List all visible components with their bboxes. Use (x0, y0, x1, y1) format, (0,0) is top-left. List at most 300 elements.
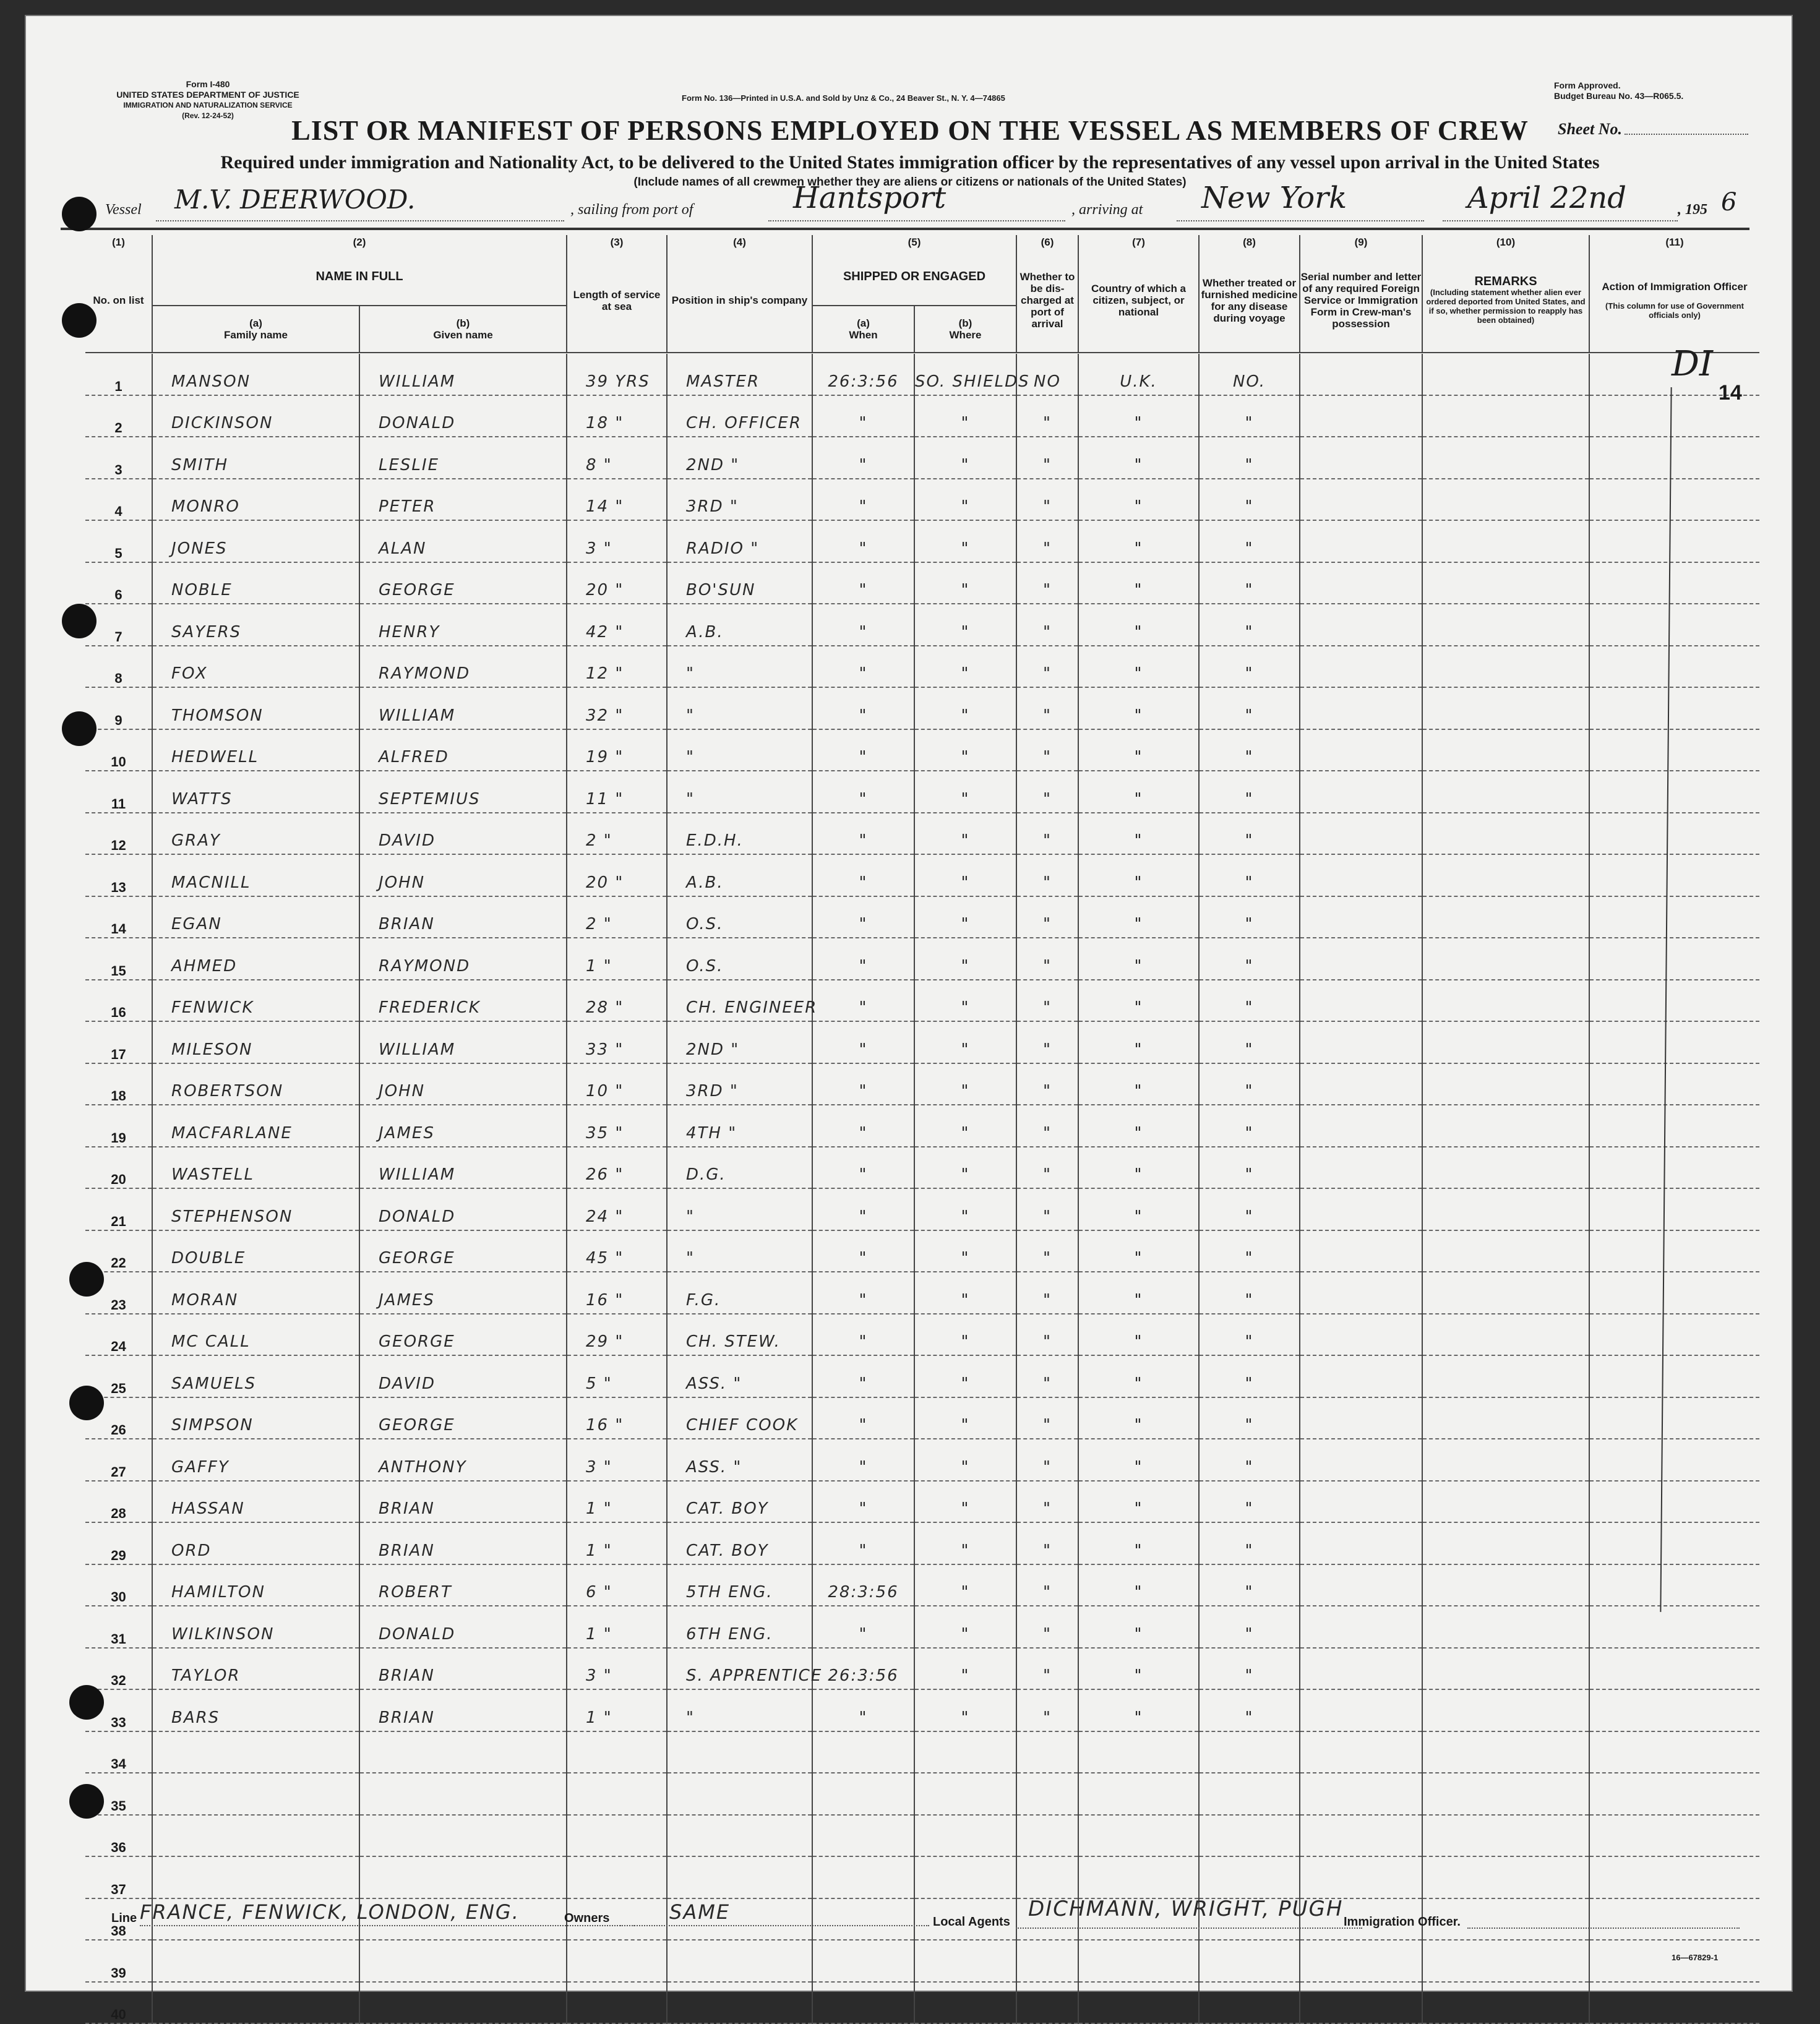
sailing-underline (768, 220, 1065, 221)
form-code: 16—67829-1 (1672, 1953, 1719, 1962)
cell-row-number: 8 (85, 646, 152, 688)
cell-row-number: 10 (85, 729, 152, 771)
cell-serial-number (1300, 771, 1422, 813)
cell-serial-number (1300, 1439, 1422, 1481)
cell-position: CAT. BOY (667, 1522, 812, 1564)
cell-remarks (1422, 854, 1589, 896)
cell-action (1589, 1021, 1759, 1063)
cell-position: " (667, 771, 812, 813)
cell-serial-number (1300, 1815, 1422, 1857)
col-family-name (152, 306, 359, 353)
form-number: Form I-480 (186, 79, 230, 89)
cell-action (1589, 1147, 1759, 1189)
cell-family-name: MACNILL (152, 854, 359, 896)
cell-serial-number (1300, 854, 1422, 896)
cell-given-name: BRIAN (359, 1648, 567, 1690)
cell-country: " (1078, 1021, 1199, 1063)
cell-country (1078, 1856, 1199, 1898)
family-sub: (a) (249, 317, 262, 329)
cell-remarks (1422, 1689, 1589, 1731)
arrival-date: April 22nd (1467, 181, 1627, 215)
cell-action (1589, 938, 1759, 980)
cell-given-name: GEORGE (359, 562, 567, 604)
cell-discharged: " (1016, 604, 1078, 646)
cell-discharged: " (1016, 1564, 1078, 1606)
cell-length-of-service: 5 " (567, 1355, 667, 1397)
cell-row-number: 39 (85, 1940, 152, 1982)
cell-family-name: SAYERS (152, 604, 359, 646)
punch-hole (62, 197, 97, 231)
cell-row-number: 35 (85, 1773, 152, 1815)
cell-row-number: 28 (85, 1481, 152, 1523)
action-note: (This column for use of Government officials only) (1605, 301, 1744, 320)
cell-length-of-service (567, 1982, 667, 2024)
cell-shipped-where: " (914, 1689, 1016, 1731)
cell-remarks (1422, 1230, 1589, 1272)
cell-shipped-where: " (914, 1021, 1016, 1063)
cell-shipped-where: " (914, 1522, 1016, 1564)
cell-country: " (1078, 562, 1199, 604)
cell-serial-number (1300, 1230, 1422, 1272)
cell-length-of-service: 18 " (567, 395, 667, 437)
top-rule (61, 228, 1749, 230)
cell-shipped-where: " (914, 1355, 1016, 1397)
cell-shipped-when (812, 1773, 914, 1815)
crew-row (85, 1355, 1759, 1397)
crew-row (85, 1439, 1759, 1481)
cell-serial-number (1300, 687, 1422, 729)
cell-action (1589, 813, 1759, 855)
cell-length-of-service: 45 " (567, 1230, 667, 1272)
cell-shipped-when: " (812, 938, 914, 980)
col9-number: (9) (1300, 235, 1422, 249)
cell-length-of-service: 35 " (567, 1105, 667, 1147)
cell-discharged (1016, 1773, 1078, 1815)
cell-length-of-service (567, 1773, 667, 1815)
cell-discharged: " (1016, 1230, 1078, 1272)
cell-discharged: " (1016, 1355, 1078, 1397)
cell-length-of-service: 20 " (567, 854, 667, 896)
cell-shipped-where: " (914, 1481, 1016, 1523)
cell-position: 2ND " (667, 1021, 812, 1063)
punch-hole (69, 1685, 104, 1720)
cell-row-number: 16 (85, 980, 152, 1022)
cell-shipped-where: " (914, 1188, 1016, 1230)
cell-serial-number (1300, 520, 1422, 562)
officer-label: Immigration Officer. (1344, 1915, 1461, 1929)
cell-position: ASS. " (667, 1355, 812, 1397)
crew-row (85, 395, 1759, 437)
cell-row-number: 34 (85, 1731, 152, 1773)
cell-discharged: " (1016, 687, 1078, 729)
col4-number: (4) (667, 235, 812, 249)
cell-shipped-when (812, 1856, 914, 1898)
cell-medicine: " (1199, 1439, 1300, 1481)
cell-serial-number (1300, 1648, 1422, 1690)
cell-discharged: " (1016, 1439, 1078, 1481)
cell-row-number: 24 (85, 1314, 152, 1356)
cell-row-number: 7 (85, 604, 152, 646)
cell-length-of-service: 42 " (567, 604, 667, 646)
punch-hole (62, 303, 97, 338)
cell-action (1589, 1522, 1759, 1564)
cell-country: " (1078, 854, 1199, 896)
crew-row (85, 771, 1759, 813)
cell-length-of-service: 10 " (567, 1063, 667, 1105)
cell-discharged: " (1016, 1147, 1078, 1189)
cell-shipped-when: " (812, 1230, 914, 1272)
vessel-label: Vessel (105, 202, 142, 218)
cell-family-name: EGAN (152, 896, 359, 938)
cell-medicine: " (1199, 646, 1300, 688)
cell-remarks (1422, 1105, 1589, 1147)
cell-position: E.D.H. (667, 813, 812, 855)
cell-action (1589, 1773, 1759, 1815)
crew-row (85, 520, 1759, 562)
cell-position: S. APPRENTICE (667, 1648, 812, 1690)
cell-shipped-when: " (812, 395, 914, 437)
cell-country: " (1078, 1439, 1199, 1481)
cell-shipped-when: " (812, 1021, 914, 1063)
cell-medicine: " (1199, 1648, 1300, 1690)
cell-shipped-where: " (914, 1439, 1016, 1481)
arriving-port: New York (1201, 181, 1347, 215)
cell-remarks (1422, 1606, 1589, 1648)
cell-action (1589, 1355, 1759, 1397)
cell-family-name: AHMED (152, 938, 359, 980)
cell-position: CH. ENGINEER (667, 980, 812, 1022)
cell-country (1078, 1773, 1199, 1815)
cell-given-name: ALFRED (359, 729, 567, 771)
cell-medicine: " (1199, 813, 1300, 855)
cell-family-name: MONRO (152, 479, 359, 521)
crew-row (85, 729, 1759, 771)
cell-action (1589, 1856, 1759, 1898)
cell-action (1589, 1397, 1759, 1439)
cell-shipped-where: " (914, 687, 1016, 729)
department: UNITED STATES DEPARTMENT OF JUSTICE (116, 90, 299, 100)
cell-shipped-when (812, 1731, 914, 1773)
owners-underline (620, 1925, 929, 1926)
crew-row (85, 1648, 1759, 1690)
cell-length-of-service: 3 " (567, 1648, 667, 1690)
cell-family-name (152, 1940, 359, 1982)
cell-discharged: " (1016, 854, 1078, 896)
cell-country: " (1078, 1272, 1199, 1314)
cell-remarks (1422, 1773, 1589, 1815)
cell-given-name: ALAN (359, 520, 567, 562)
cell-given-name: RAYMOND (359, 938, 567, 980)
cell-given-name (359, 1815, 567, 1857)
cell-shipped-where: " (914, 1606, 1016, 1648)
cell-given-name: ROBERT (359, 1564, 567, 1606)
cell-row-number: 18 (85, 1063, 152, 1105)
cell-family-name (152, 1731, 359, 1773)
cell-medicine: " (1199, 395, 1300, 437)
sheet-number-line (1625, 134, 1748, 135)
cell-action (1589, 729, 1759, 771)
crew-row (85, 854, 1759, 896)
cell-medicine (1199, 1731, 1300, 1773)
cell-country: " (1078, 1481, 1199, 1523)
col2-number: (2) (152, 235, 567, 249)
cell-shipped-when: " (812, 604, 914, 646)
cell-family-name: HASSAN (152, 1481, 359, 1523)
cell-country: " (1078, 771, 1199, 813)
cell-length-of-service: 39 YRS (567, 354, 667, 395)
cell-remarks (1422, 771, 1589, 813)
cell-serial-number (1300, 1355, 1422, 1397)
cell-serial-number (1300, 980, 1422, 1022)
crew-row (85, 562, 1759, 604)
cell-remarks (1422, 604, 1589, 646)
cell-position: 3RD " (667, 1063, 812, 1105)
cell-shipped-where: " (914, 1648, 1016, 1690)
cell-serial-number (1300, 604, 1422, 646)
cell-country: " (1078, 1564, 1199, 1606)
cell-shipped-when: " (812, 1105, 914, 1147)
cell-country: " (1078, 1522, 1199, 1564)
cell-family-name: NOBLE (152, 562, 359, 604)
cell-family-name: MC CALL (152, 1314, 359, 1356)
cell-length-of-service: 1 " (567, 1606, 667, 1648)
cell-serial-number (1300, 1272, 1422, 1314)
cell-row-number: 12 (85, 813, 152, 855)
cell-shipped-when: " (812, 854, 914, 896)
cell-family-name: THOMSON (152, 687, 359, 729)
col-shipped-engaged: SHIPPED OR ENGAGED (812, 249, 1016, 306)
crew-row (85, 1606, 1759, 1648)
cell-country: " (1078, 687, 1199, 729)
cell-shipped-when: " (812, 1397, 914, 1439)
cell-row-number: 2 (85, 395, 152, 437)
cell-discharged: " (1016, 896, 1078, 938)
cell-length-of-service: 19 " (567, 729, 667, 771)
cell-serial-number (1300, 1773, 1422, 1815)
cell-shipped-when: " (812, 562, 914, 604)
cell-position: " (667, 1689, 812, 1731)
cell-given-name (359, 1856, 567, 1898)
col-position: Position in ship's company (667, 249, 812, 353)
crew-row (85, 1105, 1759, 1147)
cell-medicine: " (1199, 1689, 1300, 1731)
crew-rows (85, 354, 1759, 2023)
cell-serial-number (1300, 1063, 1422, 1105)
cell-family-name: STEPHENSON (152, 1188, 359, 1230)
cell-discharged: " (1016, 1397, 1078, 1439)
col-given-name (359, 306, 567, 353)
cell-discharged (1016, 1982, 1078, 2024)
cell-serial-number (1300, 395, 1422, 437)
cell-row-number: 19 (85, 1105, 152, 1147)
cell-family-name: SIMPSON (152, 1397, 359, 1439)
cell-country (1078, 1982, 1199, 2024)
crew-row (85, 1147, 1759, 1189)
cell-discharged: " (1016, 1689, 1078, 1731)
cell-action (1589, 854, 1759, 896)
cell-serial-number (1300, 1105, 1422, 1147)
cell-shipped-where: " (914, 729, 1016, 771)
cell-row-number: 23 (85, 1272, 152, 1314)
cell-row-number: 9 (85, 687, 152, 729)
cell-remarks (1422, 1522, 1589, 1564)
cell-discharged: " (1016, 1105, 1078, 1147)
cell-medicine: " (1199, 520, 1300, 562)
when-label: When (849, 329, 878, 341)
cell-given-name: RAYMOND (359, 646, 567, 688)
cell-position: CH. OFFICER (667, 395, 812, 437)
cell-shipped-when: " (812, 437, 914, 479)
cell-medicine: " (1199, 604, 1300, 646)
cell-remarks (1422, 1314, 1589, 1356)
cell-given-name: DAVID (359, 813, 567, 855)
cell-position: CH. STEW. (667, 1314, 812, 1356)
cell-row-number: 5 (85, 520, 152, 562)
cell-family-name: WASTELL (152, 1147, 359, 1189)
cell-discharged: " (1016, 1188, 1078, 1230)
cell-row-number: 11 (85, 771, 152, 813)
cell-position: F.G. (667, 1272, 812, 1314)
cell-remarks (1422, 980, 1589, 1022)
cell-serial-number (1300, 1689, 1422, 1731)
cell-discharged: " (1016, 1272, 1078, 1314)
cell-row-number: 6 (85, 562, 152, 604)
crew-row (85, 1314, 1759, 1356)
col-action (1589, 249, 1759, 353)
cell-medicine: " (1199, 1397, 1300, 1439)
cell-action (1589, 896, 1759, 938)
cell-given-name: JAMES (359, 1272, 567, 1314)
cell-given-name: DONALD (359, 395, 567, 437)
cell-given-name: JOHN (359, 854, 567, 896)
cell-given-name: HENRY (359, 604, 567, 646)
given-label: Given name (433, 329, 493, 341)
cell-shipped-when (812, 1815, 914, 1857)
cell-given-name: WILLIAM (359, 1147, 567, 1189)
crew-row (85, 1063, 1759, 1105)
cell-action (1589, 1898, 1759, 1940)
cell-shipped-where: SO. SHIELDS (914, 354, 1016, 395)
crew-row (85, 1689, 1759, 1731)
cell-length-of-service: 1 " (567, 1522, 667, 1564)
crew-row (85, 1856, 1759, 1898)
cell-position (667, 1940, 812, 1982)
cell-medicine: " (1199, 1314, 1300, 1356)
cell-remarks (1422, 1856, 1589, 1898)
crew-row (85, 1731, 1759, 1773)
cell-country: " (1078, 479, 1199, 521)
cell-action (1589, 1105, 1759, 1147)
cell-country: " (1078, 1188, 1199, 1230)
cell-family-name: SAMUELS (152, 1355, 359, 1397)
cell-shipped-when: " (812, 1481, 914, 1523)
cell-given-name: JOHN (359, 1063, 567, 1105)
cell-row-number: 25 (85, 1355, 152, 1397)
revision: (Rev. 12-24-52) (182, 111, 234, 120)
cell-family-name: MANSON (152, 354, 359, 395)
cell-shipped-where: " (914, 604, 1016, 646)
crew-row (85, 687, 1759, 729)
cell-position (667, 1982, 812, 2024)
line-value: FRANCE, FENWICK, LONDON, ENG. (140, 1900, 520, 1924)
cell-discharged: " (1016, 1522, 1078, 1564)
cell-serial-number (1300, 1940, 1422, 1982)
cell-country: " (1078, 938, 1199, 980)
cell-shipped-when: " (812, 646, 914, 688)
crew-row (85, 813, 1759, 855)
cell-length-of-service: 12 " (567, 646, 667, 688)
col-remarks (1422, 249, 1589, 353)
cell-shipped-when: " (812, 687, 914, 729)
punch-hole (62, 711, 97, 746)
cell-action (1589, 1648, 1759, 1690)
cell-shipped-where: " (914, 896, 1016, 938)
cell-row-number: 17 (85, 1021, 152, 1063)
cell-row-number: 3 (85, 437, 152, 479)
cell-shipped-when: " (812, 1439, 914, 1481)
cell-medicine: " (1199, 687, 1300, 729)
cell-discharged: " (1016, 771, 1078, 813)
cell-country: " (1078, 1648, 1199, 1690)
cell-row-number: 36 (85, 1815, 152, 1857)
cell-position: " (667, 687, 812, 729)
cell-medicine: " (1199, 1105, 1300, 1147)
cell-medicine: " (1199, 1147, 1300, 1189)
cell-row-number: 1 (85, 354, 152, 395)
cell-action (1589, 1481, 1759, 1523)
cell-medicine: " (1199, 1481, 1300, 1523)
cell-shipped-where: " (914, 980, 1016, 1022)
cell-medicine: " (1199, 1355, 1300, 1397)
cell-shipped-where: " (914, 771, 1016, 813)
cell-position: ASS. " (667, 1439, 812, 1481)
cell-medicine (1199, 1940, 1300, 1982)
crew-row (85, 1940, 1759, 1982)
cell-country: " (1078, 1397, 1199, 1439)
cell-position: 6TH ENG. (667, 1606, 812, 1648)
cell-action (1589, 1815, 1759, 1857)
cell-discharged: " (1016, 1481, 1078, 1523)
remarks-note: (Including statement whether alien ever ordered deported from United States, and if so, whether permission to reapply has been obtained) (1426, 288, 1586, 325)
cell-family-name: TAYLOR (152, 1648, 359, 1690)
crew-row (85, 479, 1759, 521)
crew-row (85, 1481, 1759, 1523)
cell-shipped-where: " (914, 1147, 1016, 1189)
cell-country: " (1078, 1355, 1199, 1397)
cell-discharged: " (1016, 1314, 1078, 1356)
cell-shipped-where (914, 1856, 1016, 1898)
side-mark: 14 (1719, 381, 1742, 405)
cell-serial-number (1300, 354, 1422, 395)
cell-shipped-where: " (914, 562, 1016, 604)
cell-medicine: " (1199, 437, 1300, 479)
cell-given-name: WILLIAM (359, 687, 567, 729)
cell-position: O.S. (667, 938, 812, 980)
cell-medicine: " (1199, 1230, 1300, 1272)
cell-shipped-where (914, 1940, 1016, 1982)
cell-serial-number (1300, 1481, 1422, 1523)
approved-text: Form Approved. (1554, 80, 1621, 90)
cell-medicine (1199, 1982, 1300, 2024)
where-label: Where (949, 329, 982, 341)
cell-serial-number (1300, 1982, 1422, 2024)
cell-row-number: 38 (85, 1898, 152, 1940)
owners-value: SAME (669, 1900, 731, 1924)
cell-shipped-when (812, 1940, 914, 1982)
cell-discharged: " (1016, 1606, 1078, 1648)
given-sub: (b) (456, 317, 470, 329)
cell-given-name: DONALD (359, 1606, 567, 1648)
